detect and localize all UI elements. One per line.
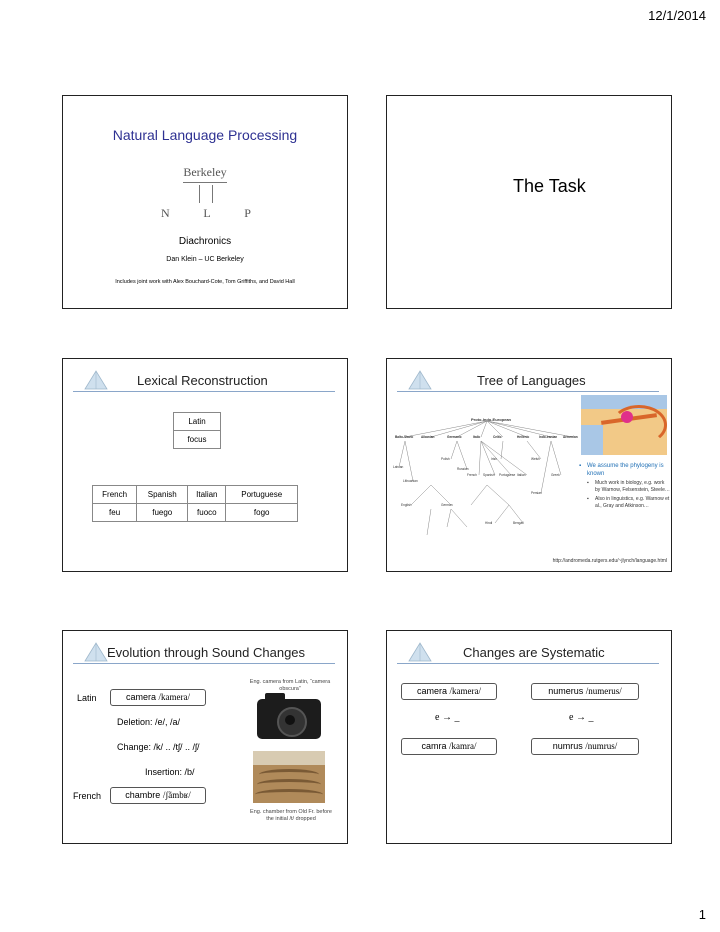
title-rule	[73, 391, 335, 392]
tree-leaf: Bengali	[513, 521, 524, 525]
map-arrows	[611, 405, 667, 445]
tree-leaf: Hindi	[485, 521, 493, 525]
french-word-box	[110, 787, 206, 804]
lang-french: French	[93, 486, 137, 504]
rule-camera: e → _	[435, 712, 460, 723]
camera-lens-glass	[285, 715, 295, 725]
chamber-row	[255, 789, 323, 800]
tree-leaf: Russian	[457, 467, 469, 471]
sub-bullet-text: Much work in biology, e.g. work by Warnow, Felsenstein, Steele…	[595, 480, 670, 493]
word-camra: camra	[421, 741, 447, 751]
word-box-numrus	[531, 738, 639, 755]
title-rule	[73, 663, 335, 664]
latin-word: focus	[174, 431, 221, 449]
slide-tree-of-languages	[386, 358, 672, 572]
french-word: chambre	[125, 790, 161, 800]
tree-branch-armenian: Armenian	[563, 435, 578, 439]
word-portuguese: fogo	[226, 504, 298, 522]
slide5-title: Evolution through Sound Changes	[107, 645, 306, 660]
page-number: 1	[698, 907, 706, 922]
word-numerus: numerus	[548, 686, 584, 696]
rule-numerus: e → _	[569, 712, 594, 723]
ipa-camera: /kamera/	[449, 686, 481, 696]
ipa-numrus: /numrus/	[585, 741, 618, 751]
slide-title	[62, 95, 348, 309]
pyramid-icon	[407, 369, 433, 391]
sub-bullet-item: ▪ Also in linguistics, e.g. Warnow et al., Gray and Atkinson…	[587, 496, 670, 509]
tree-leaf: Greek	[551, 473, 560, 477]
tree-branch-celtic: Celtic	[493, 435, 502, 439]
latin-word-box	[110, 689, 206, 706]
camera-image	[257, 699, 321, 739]
logo-bars	[199, 185, 213, 203]
word-box-numerus	[531, 683, 639, 700]
word-italian: fuoco	[188, 504, 226, 522]
sub-bullet-item: ▪ Much work in biology, e.g. work by Warnow, Felsenstein, Steele…	[587, 480, 670, 493]
logo-rule	[183, 182, 227, 183]
insertion-rule: Insertion: /b/	[145, 767, 195, 777]
word-camera: camera	[416, 686, 447, 696]
tree-root: Proto-Indo-European	[471, 417, 511, 422]
language-tree-diagram	[391, 409, 581, 547]
lang-portuguese: Portuguese	[226, 486, 298, 504]
migration-map-image	[581, 395, 667, 455]
map-sea	[581, 425, 603, 455]
bullet-list	[579, 462, 671, 510]
chamber-ceiling	[253, 751, 325, 765]
logo-n: N	[161, 206, 170, 220]
tree-branch-balto-slavic: Balto-Slavic	[395, 435, 414, 439]
word-spanish: fuego	[137, 504, 188, 522]
pyramid-icon	[83, 641, 109, 663]
tree-branch-italic: Italic	[473, 435, 481, 439]
nlp-logo	[161, 206, 251, 221]
bullet-item: ▪ We assume the phylogeny is known	[579, 463, 664, 477]
latin-ipa: /kamera/	[158, 692, 190, 702]
slide1-subtitle: Diachronics	[178, 236, 232, 247]
berkeley-logo-text: Berkeley	[183, 165, 227, 179]
slide1-author: Dan Klein – UC Berkeley	[166, 256, 244, 263]
pyramid-icon	[407, 641, 433, 663]
tree-branch-hellenic: Hellenic	[517, 435, 530, 439]
slide-lexical-reconstruction	[62, 358, 348, 572]
tree-leaf: Italian	[517, 473, 526, 477]
tree-leaf: Welsh	[531, 457, 540, 461]
tree-branch-germanic: Germanic	[447, 435, 462, 439]
slide1-credit: Includes joint work with Alex Bouchard-Cote, Tom Griffiths, and David Hall	[115, 279, 295, 285]
latin-table	[173, 412, 221, 449]
latin-word: camera	[125, 692, 156, 702]
title-rule	[397, 391, 659, 392]
slide-systematic-changes	[386, 630, 672, 844]
ipa-numerus: /numerus/	[585, 686, 622, 696]
tree-leaf: Latvian	[393, 465, 404, 469]
logo-p: P	[244, 206, 251, 220]
camera-caption: Eng. camera from Latin, “camera obscura”	[249, 679, 331, 692]
tree-branch-indo-iranian: Indo-Iranian	[539, 435, 558, 439]
slide6-title: Changes are Systematic	[463, 645, 605, 660]
french-ipa: /ʃãmbʁ/	[162, 790, 191, 800]
slide-sound-changes	[62, 630, 348, 844]
camera-prism	[265, 693, 285, 701]
lang-italian: Italian	[188, 486, 226, 504]
source-url: http://andromeda.rutgers.edu/~jlynch/language.html	[552, 558, 667, 564]
tree-leaf: French	[467, 473, 477, 477]
title-rule	[397, 663, 659, 664]
change-rule: Change: /k/ .. /tʃ/ .. /ʃ/	[117, 742, 200, 752]
tree-leaf: Lithuanian	[403, 479, 418, 483]
word-french: feu	[93, 504, 137, 522]
tree-leaf: Spanish	[483, 473, 495, 477]
bullet-text: We assume the phylogeny is known	[587, 463, 664, 477]
tree-leaf: English	[401, 503, 412, 507]
tree-leaf: Persian	[531, 491, 542, 495]
sub-bullet-text: Also in linguistics, e.g. Warnow et al., Gray and Atkinson…	[595, 496, 670, 509]
word-box-camera	[401, 683, 497, 700]
pyramid-icon	[83, 369, 109, 391]
tree-branch-albanian: Albanian	[421, 435, 435, 439]
tree-leaf: Polish	[441, 457, 450, 461]
tree-leaf: Portuguese	[499, 473, 516, 477]
slide-the-task	[386, 95, 672, 309]
slide3-title: Lexical Reconstruction	[137, 373, 268, 388]
slide2-title: The Task	[513, 176, 586, 196]
deletion-rule: Deletion: /e/, /a/	[117, 717, 181, 727]
tree-leaf: Irish	[491, 457, 498, 461]
french-label: French	[73, 791, 102, 801]
ipa-camra: /kamra/	[449, 741, 477, 751]
slide1-title: Natural Language Processing	[112, 127, 298, 143]
tree-leaf: German	[441, 503, 453, 507]
map-homeland	[621, 411, 633, 423]
page-date: 12/1/2014	[648, 8, 706, 23]
latin-label: Latin	[174, 413, 221, 431]
lang-spanish: Spanish	[137, 486, 188, 504]
logo-l: L	[203, 206, 211, 220]
slide4-title: Tree of Languages	[477, 373, 586, 388]
chamber-image	[253, 751, 325, 803]
word-box-camra	[401, 738, 497, 755]
latin-label: Latin	[77, 693, 97, 703]
chamber-caption: Eng. chamber from Old Fr. before the initial /t/ dropped	[250, 809, 332, 822]
word-numrus: numrus	[552, 741, 583, 751]
romance-table	[92, 485, 298, 522]
